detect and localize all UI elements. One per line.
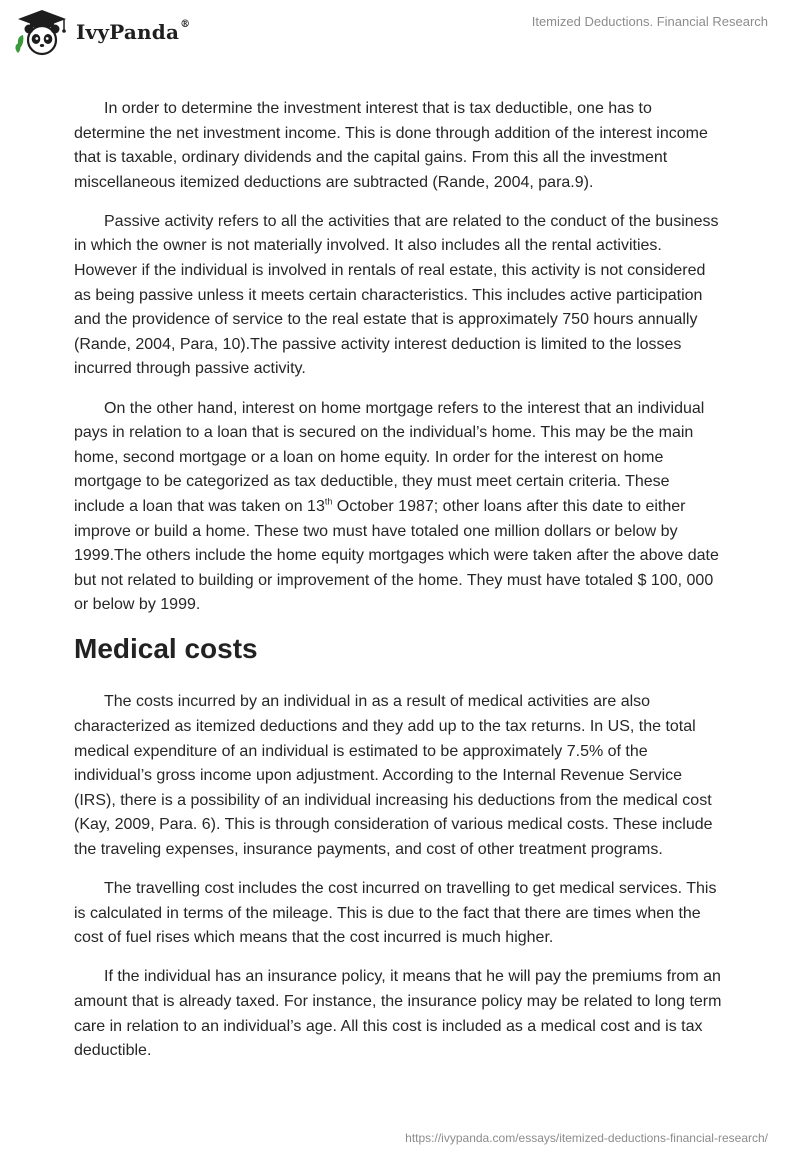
ivypanda-logo[interactable] bbox=[14, 8, 190, 56]
registered-mark: ® bbox=[180, 19, 191, 30]
page-header bbox=[0, 0, 800, 64]
paragraph-medical-costs: The costs incurred by an individual in as a result of medical activities are also characterized as itemized deductions and they add up to the tax returns. In US, the total medical expenditure of an individual is estimated to be approximately 7.5% of the individual’s gross income upon adjustment. According to the Internal Revenue Service (IRS), there is a possibility of an individual increasing his deductions from the medical cost (Kay, 2009, Para. 6). This is through consideration of various medical costs. These include the traveling expenses, insurance payments, and cost of other treatment programs. bbox=[74, 693, 713, 858]
ordinal-suffix: th bbox=[324, 496, 333, 507]
paragraph-passive-activity: Passive activity refers to all the activities that are related to the conduct of the business in which the owner is not materially involved. It also includes all the rental activities. However if the individual is involved in rentals of real estate, this activity is not considered as being passive unless it meets certain characteristics. This includes active participation and the providence of service to the real estate that is approximately 750 hours annually (Rande, 2004, Para, 10).The passive activity interest deduction is limited to the losses incurred through passive activity. bbox=[74, 212, 719, 378]
panda-graduate-icon bbox=[14, 8, 70, 56]
source-url[interactable]: https://ivypanda.com/essays/itemized-deductions-financial-research/ bbox=[405, 1131, 768, 1145]
document-title: Itemized Deductions. Financial Research bbox=[531, 14, 768, 29]
essay-body bbox=[74, 97, 724, 1078]
paragraph-insurance-policy: If the individual has an insurance policy, it means that he will pay the premiums from an amount that is already taxed. For instance, the insurance policy may be related to long term care in relation to an individual’s age. All this cost is included as a medical cost and is tax deductible. bbox=[74, 968, 722, 1060]
paragraph-home-mortgage bbox=[74, 397, 724, 618]
paragraph-travelling-cost: The travelling cost includes the cost incurred on travelling to get medical services. This is calculated in terms of the mileage. This is due to the fact that there are times when the cost of fuel rises which means that the cost incurred is much higher. bbox=[74, 880, 717, 947]
paragraph-investment-interest: In order to determine the investment interest that is tax deductible, one has to determine the net investment income. This is done through addition of the interest income that is taxable, ordinary dividends and the capital gains. From this all the investment miscellaneous itemized deductions are subtracted (Rande, 2004, para.9). bbox=[74, 100, 708, 191]
brand-text: IvyPanda bbox=[76, 20, 180, 44]
brand-name bbox=[76, 20, 190, 44]
paragraph-home-mortgage-part2: October 1987; other loans after this date to either improve or build a home. These two must have totaled one million dollars or below by 1999.The others include the home equity mortgages which were taken after the above date but not related to building or improvement of the home. They must have totaled $ 100, 000 or below by 1999. bbox=[74, 497, 719, 614]
paragraph-home-mortgage-part1: On the other hand, interest on home mortgage refers to the interest that an individual pays in relation to a loan that is secured on the individual’s home. This may be the main home, second mortgage or a loan on home equity. In order for the interest on home mortgage to be categorized as tax deductible, they must meet certain criteria. These include a loan that was taken on 13 bbox=[74, 399, 705, 515]
section-heading-medical-costs: Medical costs bbox=[74, 633, 258, 665]
